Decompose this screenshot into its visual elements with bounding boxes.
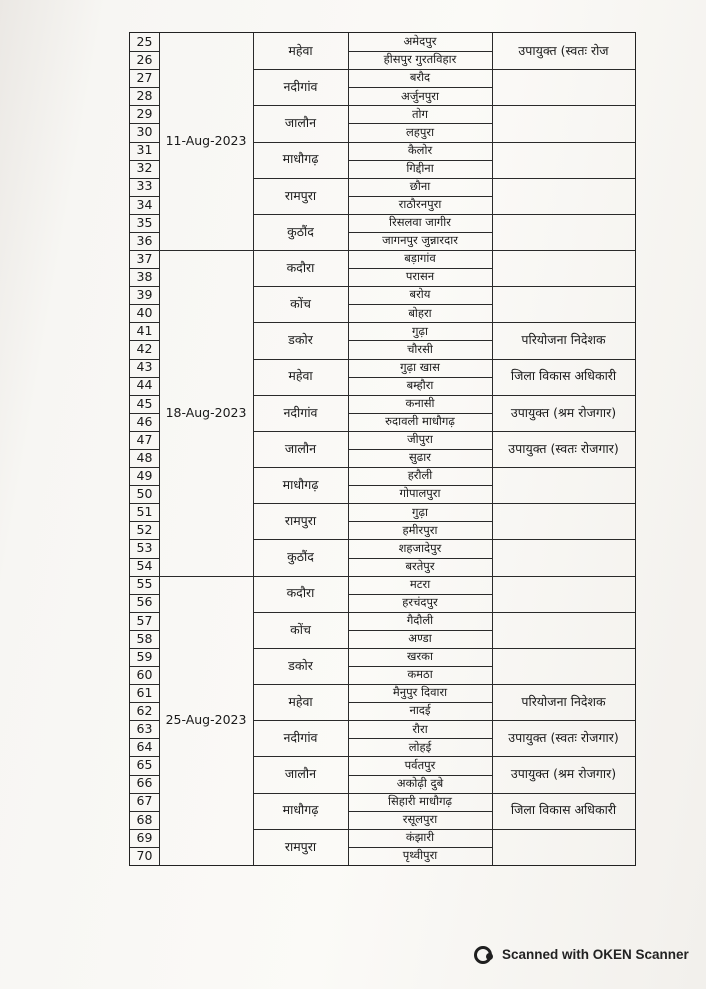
schedule-table [129,32,636,866]
table-row-divider [130,793,159,794]
table-row-divider [130,340,159,341]
table-row-divider [253,431,348,432]
village-name-cell: बम्हौरा [406,377,434,392]
village-name-cell: गिद्दीना [406,160,434,175]
table-row-divider [253,793,348,794]
table-row-divider [130,69,159,70]
village-name-cell: तोग [411,106,428,121]
village-name-cell: शहजादेपुर [398,540,442,555]
table-row-divider [492,684,635,685]
serial-number-cell: 58 [136,630,153,646]
table-row-divider [348,359,492,360]
table-row-divider [348,322,492,323]
table-row-divider [348,648,492,649]
officer-designation-cell: उपायुक्त (स्वतः रोजगार) [508,730,619,746]
officer-designation-cell [492,105,635,141]
village-name-cell: रुदावली माधौगढ़ [385,414,455,429]
table-row-divider [348,178,492,179]
development-block-cell: नदीगांव [283,730,318,746]
officer-designation-cell [492,250,635,286]
development-block-cell: जालौन [284,440,317,456]
table-row-divider [130,449,159,450]
table-row-divider [130,87,159,88]
table-row-divider [253,142,348,143]
table-row-divider [492,539,635,540]
officer-designation-cell: उपायुक्त (श्रम रोजगार) [510,404,617,420]
officer-designation-cell: उपायुक्त (श्रम रोजगार) [510,766,617,782]
table-row-divider [348,539,492,540]
serial-number-cell: 39 [136,286,153,302]
table-row-divider [130,829,159,830]
table-row-divider [130,322,159,323]
development-block-cell: रामपुरा [284,187,317,203]
serial-number-cell: 27 [136,69,153,85]
table-row-divider [130,413,159,414]
table-row-divider [253,684,348,685]
village-name-cell: जीपुरा [407,432,433,447]
table-row-divider [130,558,159,559]
table-row-divider [348,250,492,251]
village-name-cell: लोहई [408,739,432,754]
table-row-divider [130,775,159,776]
table-row-divider [253,720,348,721]
development-block-cell: महेवा [288,693,313,709]
table-row-divider [130,702,159,703]
serial-number-cell: 63 [136,721,153,737]
officer-designation-cell [492,539,635,575]
table-row-divider [348,720,492,721]
table-row-divider [348,684,492,685]
development-block-cell: कदौरा [286,585,315,601]
village-name-cell: मटरा [409,576,431,591]
serial-number-cell: 67 [136,793,153,809]
serial-number-cell: 31 [136,142,153,158]
table-row-divider [348,594,492,595]
serial-number-cell: 36 [136,232,153,248]
officer-designation-cell: परियोजना निदेशक [521,693,606,709]
table-row-divider [130,268,159,269]
table-row-divider [253,178,348,179]
table-row-divider [492,648,635,649]
table-row-divider [348,811,492,812]
serial-number-cell: 64 [136,739,153,755]
village-name-cell: छौना [409,178,431,193]
officer-designation-cell: उपायुक्त (स्वतः रोज [518,42,609,58]
serial-number-cell: 54 [136,558,153,574]
table-row-divider [130,666,159,667]
development-block-cell: माधौगढ़ [282,476,319,492]
table-row-divider [159,576,253,577]
serial-number-cell: 50 [136,485,153,501]
officer-designation-cell [492,214,635,250]
table-row-divider [348,123,492,124]
village-name-cell: चौरसी [407,341,433,356]
serial-number-cell: 53 [136,540,153,556]
table-row-divider [253,503,348,504]
table-row-divider [492,142,635,143]
table-row-divider [130,51,159,52]
table-row-divider [130,304,159,305]
table-row-divider [492,720,635,721]
table-row-divider [348,232,492,233]
table-row-divider [130,359,159,360]
village-name-cell: बड़ागांव [404,251,436,266]
table-row-divider [348,829,492,830]
serial-number-cell: 57 [136,612,153,628]
table-row-divider [253,214,348,215]
development-block-cell: कुठौंद [287,223,314,239]
officer-designation-cell [492,178,635,214]
village-name-cell: कंझारी [405,830,435,845]
development-block-cell: रामपुरा [284,838,317,854]
table-row-divider [130,738,159,739]
scanner-watermark-text: Scanned with OKEN Scanner [502,946,689,962]
table-row-divider [348,395,492,396]
village-name-cell: सुढार [409,450,431,465]
table-row-divider [253,576,348,577]
table-row-divider [348,105,492,106]
table-row-divider [492,178,635,179]
serial-number-cell: 35 [136,214,153,230]
table-row-divider [130,720,159,721]
officer-designation-cell [492,503,635,539]
table-row-divider [159,250,253,251]
officer-designation-cell [492,576,635,612]
table-row-divider [130,214,159,215]
inspection-date-cell: 18-Aug-2023 [165,404,247,420]
serial-number-cell: 70 [136,847,153,863]
officer-designation-cell: परियोजना निदेशक [521,332,606,348]
table-row-divider [348,377,492,378]
table-row-divider [348,286,492,287]
serial-number-cell: 34 [136,196,153,212]
village-name-cell: अकोढ़ी दुबे [396,775,444,790]
village-name-cell: बरौद [409,70,431,85]
table-row-divider [348,87,492,88]
serial-number-cell: 32 [136,160,153,176]
village-name-cell: गुढ़ा खास [400,359,440,374]
officer-designation-cell: जिला विकास अधिकारी [510,802,617,818]
table-row-divider [348,612,492,613]
table-row-divider [492,612,635,613]
table-row-divider [348,142,492,143]
table-row-divider [348,196,492,197]
officer-designation-cell [492,467,635,503]
table-row-divider [348,503,492,504]
serial-number-cell: 66 [136,775,153,791]
serial-number-cell: 38 [136,268,153,284]
table-row-divider [130,503,159,504]
officer-designation-cell [492,286,635,322]
table-row-divider [130,521,159,522]
village-name-cell: नादई [409,703,431,718]
table-row-divider [130,630,159,631]
village-name-cell: राठौरनपुरा [398,197,442,212]
village-name-cell: गुढ़ा [412,504,428,519]
table-row-divider [348,214,492,215]
table-row-divider [253,105,348,106]
table-row-divider [130,576,159,577]
table-row-divider [130,431,159,432]
serial-number-cell: 37 [136,250,153,266]
village-name-cell: खरका [407,649,433,664]
table-row-divider [130,594,159,595]
table-row-divider [492,756,635,757]
serial-number-cell: 46 [136,413,153,429]
table-row-divider [253,69,348,70]
serial-number-cell: 28 [136,88,153,104]
village-name-cell: रसूलपुरा [402,812,438,827]
table-row-divider [130,467,159,468]
table-row-divider [130,612,159,613]
table-row-divider [130,648,159,649]
village-name-cell: हरचंदपुर [402,594,438,609]
table-row-divider [253,359,348,360]
table-row-divider [253,250,348,251]
table-row-divider [348,467,492,468]
development-block-cell: नदीगांव [283,404,318,420]
table-row-divider [348,738,492,739]
village-name-cell: अण्डा [408,631,432,646]
serial-number-cell: 47 [136,431,153,447]
serial-number-cell: 55 [136,576,153,592]
serial-number-cell: 65 [136,757,153,773]
serial-number-cell: 25 [136,33,153,49]
table-row-divider [130,105,159,106]
table-row-divider [348,775,492,776]
serial-number-cell: 30 [136,124,153,140]
table-row-divider [130,286,159,287]
table-row-divider [253,539,348,540]
table-row-divider [253,467,348,468]
serial-number-cell: 33 [136,178,153,194]
table-row-divider [130,178,159,179]
table-row-divider [130,142,159,143]
table-row-divider [253,322,348,323]
oken-scanner-logo-icon [474,945,496,963]
development-block-cell: कदौरा [286,259,315,275]
table-row-divider [492,793,635,794]
village-name-cell: बरोय [409,287,431,302]
development-block-cell: माधौगढ़ [282,151,319,167]
officer-designation-cell [492,69,635,105]
serial-number-cell: 45 [136,395,153,411]
table-row-divider [492,503,635,504]
table-row-divider [348,630,492,631]
serial-number-cell: 69 [136,829,153,845]
development-block-cell: रामपुरा [284,513,317,529]
village-name-cell: गुढ़ा [412,323,428,338]
officer-designation-cell: उपायुक्त (स्वतः रोजगार) [508,440,619,456]
table-row-divider [130,123,159,124]
village-name-cell: बोहरा [408,305,432,320]
village-name-cell: मैनुपुर दिवारा [392,685,448,700]
table-row-divider [492,829,635,830]
table-row-divider [348,521,492,522]
table-row-divider [348,268,492,269]
table-row-divider [492,431,635,432]
table-row-divider [253,395,348,396]
development-block-cell: जालौन [284,766,317,782]
table-row-divider [130,160,159,161]
development-block-cell: कोंच [290,296,311,312]
serial-number-cell: 59 [136,648,153,664]
village-name-cell: गैदौली [406,613,434,628]
table-row-divider [253,648,348,649]
serial-number-cell: 49 [136,467,153,483]
table-row-divider [348,431,492,432]
village-name-cell: गोपालपुरा [399,486,441,501]
table-row-divider [492,322,635,323]
village-name-cell: पर्वतपुर [404,757,436,772]
serial-number-cell: 42 [136,341,153,357]
serial-number-cell: 40 [136,305,153,321]
table-row-divider [348,69,492,70]
development-block-cell: महेवा [288,42,313,58]
table-row-divider [130,232,159,233]
village-name-cell: अमेदपुर [403,34,437,49]
village-name-cell: रौरा [412,721,428,736]
table-row-divider [348,558,492,559]
village-name-cell: पृथ्वीपुरा [402,848,438,863]
development-block-cell: डकोर [288,332,313,348]
table-row-divider [130,811,159,812]
village-name-cell: हीसपुर गुरतविहार [383,52,457,67]
village-name-cell: बरतेपुर [405,558,435,573]
serial-number-cell: 56 [136,594,153,610]
table-row-divider [348,702,492,703]
table-row-divider [348,847,492,848]
table-row-divider [130,684,159,685]
development-block-cell: माधौगढ़ [282,802,319,818]
table-row-divider [348,304,492,305]
village-name-cell: जागनपुर जुन्नारदार [382,233,458,248]
table-row-divider [253,756,348,757]
development-block-cell: नदीगांव [283,79,318,94]
serial-number-cell: 44 [136,377,153,393]
table-row-divider [348,576,492,577]
table-row-divider [130,250,159,251]
table-row-divider [130,756,159,757]
officer-designation-cell [492,648,635,684]
officer-designation-cell [492,829,635,865]
village-name-cell: परासन [405,269,435,284]
village-name-cell: कमठा [407,667,433,682]
table-row-divider [492,250,635,251]
serial-number-cell: 62 [136,702,153,718]
table-row-divider [348,666,492,667]
development-block-cell: डकोर [288,657,313,673]
village-name-cell: कनासी [405,396,435,411]
table-row-divider [348,756,492,757]
table-row-divider [492,467,635,468]
table-row-divider [492,69,635,70]
inspection-date-cell: 25-Aug-2023 [165,712,247,728]
table-row-divider [130,847,159,848]
scanner-watermark [474,943,689,965]
table-row-divider [492,576,635,577]
officer-designation-cell [492,612,635,648]
village-name-cell: रिसलवा जागीर [389,215,451,230]
serial-number-cell: 41 [136,323,153,339]
table-row-divider [253,829,348,830]
development-block-cell: जालौन [284,115,317,131]
table-row-divider [492,359,635,360]
table-row-divider [130,485,159,486]
table-row-divider [492,214,635,215]
inspection-date-cell: 11-Aug-2023 [165,133,247,149]
village-name-cell: हमीरपुरा [402,522,438,537]
table-row-divider [492,395,635,396]
development-block-cell: महेवा [288,368,313,384]
serial-number-cell: 51 [136,504,153,520]
development-block-cell: कुठौंद [287,549,314,565]
serial-number-cell: 61 [136,684,153,700]
village-name-cell: कैलोर [407,142,433,157]
table-row-divider [348,449,492,450]
table-row-divider [348,413,492,414]
serial-number-cell: 60 [136,666,153,682]
table-row-divider [348,485,492,486]
development-block-cell: कोंच [290,621,311,637]
serial-number-cell: 26 [136,51,153,67]
table-row-divider [348,340,492,341]
table-row-divider [253,286,348,287]
table-row-divider [130,539,159,540]
table-row-divider [348,51,492,52]
table-row-divider [348,793,492,794]
table-row-divider [492,286,635,287]
officer-designation-cell: जिला विकास अधिकारी [510,368,617,384]
serial-number-cell: 29 [136,106,153,122]
serial-number-cell: 68 [136,811,153,827]
table-row-divider [492,105,635,106]
village-name-cell: अर्जुनपुरा [401,88,439,103]
serial-number-cell: 52 [136,522,153,538]
village-name-cell: हरौली [407,468,433,483]
table-row-divider [130,377,159,378]
table-row-divider [130,196,159,197]
village-name-cell: सिहारी माधौगढ़ [387,793,453,808]
serial-number-cell: 43 [136,359,153,375]
serial-number-cell: 48 [136,449,153,465]
village-name-cell: लहपुरा [405,124,435,139]
table-row-divider [348,160,492,161]
table-row-divider [253,612,348,613]
officer-designation-cell [492,142,635,178]
table-row-divider [130,395,159,396]
